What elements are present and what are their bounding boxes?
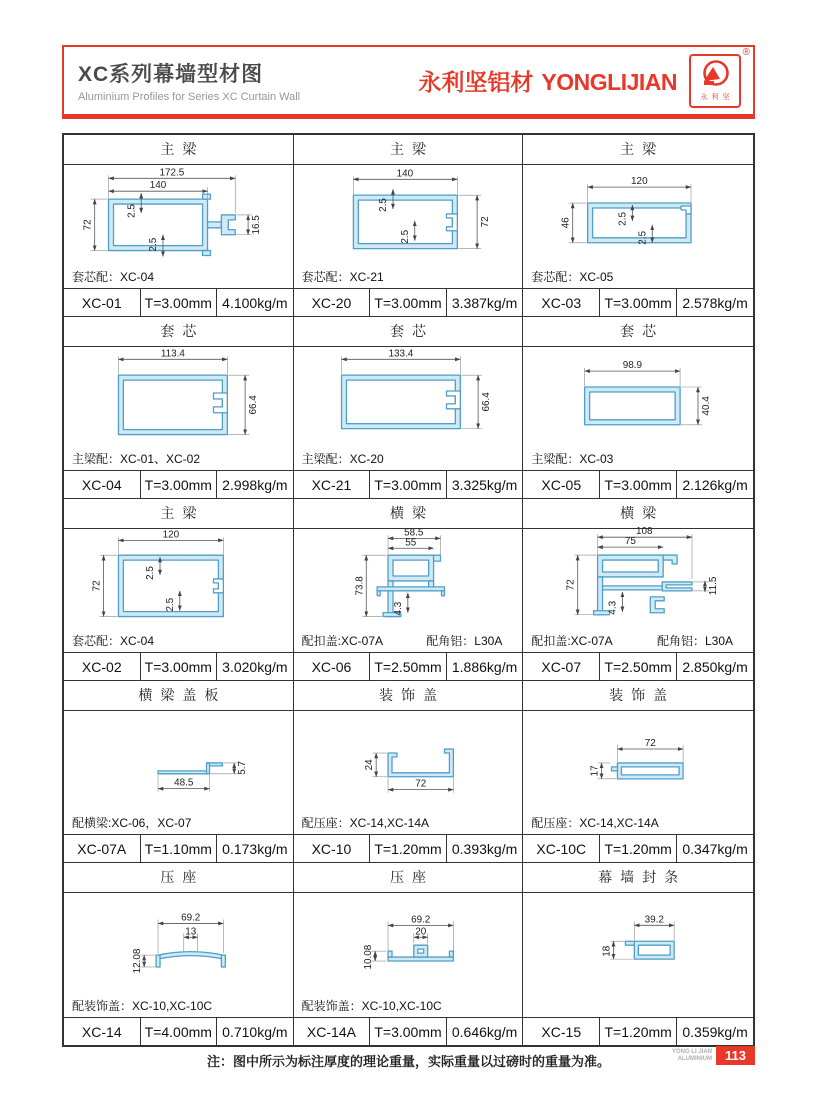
profile-category: 主梁 xyxy=(64,135,293,165)
profile-drawing xyxy=(523,347,753,447)
spec-row xyxy=(523,470,753,498)
model-code: XC-21 xyxy=(294,471,371,498)
drawing-area xyxy=(64,165,293,265)
profile-category: 装饰盖 xyxy=(294,681,523,711)
compat-note: 主梁配：XC-20 xyxy=(301,451,384,466)
dim-label: 2.5 xyxy=(148,237,160,252)
dim-label: 24 xyxy=(363,759,375,771)
model-code: XC-10C xyxy=(523,835,600,862)
dim-label: 48.5 xyxy=(174,777,194,789)
spec-row xyxy=(294,834,523,862)
profile-category: 幕墙封条 xyxy=(523,863,753,893)
dim-label: 17 xyxy=(589,765,601,777)
compat-note: 配装饰盖：XC-10,XC-10C xyxy=(72,998,213,1013)
dim-label: 20 xyxy=(414,926,426,938)
thickness-value: T=3.00mm xyxy=(370,1018,447,1045)
profile-category: 横梁 xyxy=(523,499,753,529)
weight-value: 0.710kg/m xyxy=(222,1023,288,1040)
brand-block xyxy=(418,46,750,108)
weight-value: 1.886kg/m xyxy=(451,658,518,675)
dim-label: 2.5 xyxy=(377,197,389,212)
dim-label: 46 xyxy=(561,217,573,229)
spec-row xyxy=(523,288,753,316)
dim-label: 16.5 xyxy=(251,214,263,235)
brand-name-cn: 永利坚铝材 xyxy=(418,69,534,95)
profile-category: 压座 xyxy=(294,863,523,893)
weight-value: 2.126kg/m xyxy=(682,476,748,493)
dim-label: 172.5 xyxy=(159,167,185,179)
badge-brand-line2: ALUMINIUM xyxy=(677,1055,713,1062)
compat-note: 主梁配：XC-03 xyxy=(531,451,614,466)
weight-value: 0.173kg/m xyxy=(222,840,288,857)
page-subtitle: Aluminium Profiles for Series XC Curtain Wall xyxy=(78,91,301,103)
dimension-lines xyxy=(158,761,248,792)
model-code: XC-14 xyxy=(64,1018,141,1045)
profile-drawing xyxy=(294,711,523,811)
weight-value: 0.393kg/m xyxy=(451,840,518,857)
dim-label: 75 xyxy=(625,535,637,547)
weight-value: 2.578kg/m xyxy=(682,294,748,311)
dim-label: 2.5 xyxy=(126,203,138,218)
compat-note-right: 配角铝：L30A xyxy=(656,633,733,648)
brand-name-en: YONGLIJIAN xyxy=(541,69,677,95)
compat-note-right: 配角铝：L30A xyxy=(426,633,503,648)
dimension-lines xyxy=(561,176,691,245)
model-code: XC-10 xyxy=(294,835,371,862)
dim-label: 4.3 xyxy=(392,601,404,616)
drawing-area xyxy=(64,711,293,811)
spec-row xyxy=(64,1017,293,1045)
weight-value: 4.100kg/m xyxy=(222,294,288,311)
dim-label: 73.8 xyxy=(353,575,365,596)
profile-category: 压座 xyxy=(64,863,293,893)
page-title: XC系列幕墙型材图 xyxy=(78,63,264,86)
drawing-area xyxy=(294,893,523,993)
spec-row xyxy=(64,652,293,680)
compat-note: 套芯配：XC-21 xyxy=(301,269,384,284)
weight-value: 0.646kg/m xyxy=(451,1023,518,1040)
dim-label: 66.4 xyxy=(248,394,260,415)
dim-label: 120 xyxy=(631,175,648,187)
cell-xc-02 xyxy=(64,499,294,681)
dim-label: 66.4 xyxy=(480,391,492,412)
brand-emblem-icon xyxy=(698,59,732,91)
compat-note: 配扣盖:XC-07A xyxy=(531,633,613,648)
dim-label: 108 xyxy=(636,525,653,537)
drawing-area xyxy=(64,893,293,993)
dim-label: 2.5 xyxy=(617,211,629,226)
registered-trademark-icon: ® xyxy=(742,46,750,58)
page-header xyxy=(62,45,755,119)
profile-category: 装饰盖 xyxy=(523,681,753,711)
thickness-value: T=2.50mm xyxy=(600,653,677,680)
cell-xc-01 xyxy=(64,135,294,317)
thickness-value: T=3.00mm xyxy=(370,289,447,316)
compat-note: 配横梁:XC-06，XC-07 xyxy=(72,815,192,830)
dim-label: 72 xyxy=(566,579,578,591)
compat-note: 套芯配：XC-05 xyxy=(531,269,614,284)
dimension-lines xyxy=(132,912,223,973)
dimension-lines xyxy=(590,738,684,779)
profile-drawing xyxy=(523,893,753,993)
spec-row xyxy=(294,288,523,316)
profile-category: 套芯 xyxy=(294,317,523,347)
profile-category: 套芯 xyxy=(64,317,293,347)
cell-xc-06 xyxy=(294,499,524,681)
dim-label: 98.9 xyxy=(623,359,643,371)
compat-note: 配扣盖:XC-07A xyxy=(301,633,384,648)
spec-row xyxy=(64,288,293,316)
dim-label: 58.5 xyxy=(403,527,424,539)
dim-label: 72 xyxy=(91,580,103,592)
profile-category: 横梁 xyxy=(294,499,523,529)
profile-drawing xyxy=(294,893,523,993)
dim-label: 2.5 xyxy=(145,565,157,580)
dim-label: 140 xyxy=(149,179,167,191)
spec-row xyxy=(523,652,753,680)
weight-value: 0.347kg/m xyxy=(682,840,748,857)
profile-drawing xyxy=(64,711,293,811)
model-code: XC-03 xyxy=(523,289,600,316)
compat-note: 配压座：XC-14,XC-14A xyxy=(531,815,659,830)
profile-drawing xyxy=(294,165,523,265)
brand-logo-caption: 永利坚 xyxy=(700,94,734,101)
dim-label: 72 xyxy=(479,216,491,228)
cell-xc-10c xyxy=(523,681,753,863)
thickness-value: T=3.00mm xyxy=(600,471,677,498)
dimension-lines xyxy=(118,348,259,434)
drawing-area xyxy=(294,711,523,811)
dimension-lines xyxy=(353,168,491,248)
model-code: XC-15 xyxy=(523,1018,600,1045)
dimension-lines xyxy=(341,348,491,428)
model-code: XC-14A xyxy=(294,1018,371,1045)
profile-drawing xyxy=(64,165,293,265)
spec-row xyxy=(64,834,293,862)
model-code: XC-02 xyxy=(64,653,141,680)
cell-xc-07a xyxy=(64,681,294,863)
brand-logo xyxy=(689,46,750,108)
profile-drawing xyxy=(294,529,523,629)
profile-category: 主梁 xyxy=(64,499,293,529)
dim-label: 12.08 xyxy=(132,948,144,974)
dim-label: 40.4 xyxy=(701,395,713,416)
brand-wordmark xyxy=(418,64,677,97)
spec-row xyxy=(294,1017,523,1045)
profile-category: 主梁 xyxy=(523,135,753,165)
dimension-lines xyxy=(566,526,719,615)
model-code: XC-07A xyxy=(64,835,141,862)
dim-label: 72 xyxy=(414,778,426,790)
spec-row xyxy=(64,470,293,498)
dimension-lines xyxy=(92,529,224,616)
dim-label: 18 xyxy=(601,945,613,957)
model-code: XC-07 xyxy=(523,653,600,680)
spec-row xyxy=(523,834,753,862)
model-code: XC-05 xyxy=(523,471,600,498)
spec-row xyxy=(294,652,523,680)
dimension-lines xyxy=(354,527,440,616)
drawing-area xyxy=(523,165,753,265)
cell-xc-04 xyxy=(64,317,294,499)
compat-note: 套芯配：XC-04 xyxy=(72,269,155,284)
profile-drawing xyxy=(523,711,753,811)
dim-label: 55 xyxy=(404,536,416,548)
thickness-value: T=3.00mm xyxy=(600,289,677,316)
badge-brand-text xyxy=(672,1049,712,1063)
thickness-value: T=3.00mm xyxy=(141,471,218,498)
thickness-value: T=1.20mm xyxy=(600,1018,677,1045)
dim-label: 69.2 xyxy=(181,912,201,924)
drawing-area xyxy=(523,525,753,629)
compat-note: 套芯配：XC-04 xyxy=(72,633,155,648)
thickness-value: T=3.00mm xyxy=(370,471,447,498)
drawing-area xyxy=(523,347,753,447)
compat-note: 配装饰盖：XC-10,XC-10C xyxy=(301,998,442,1013)
cell-xc-21 xyxy=(294,317,524,499)
weight-value: 0.359kg/m xyxy=(682,1023,748,1040)
dim-label: 10.08 xyxy=(362,944,374,970)
weight-value: 3.387kg/m xyxy=(451,294,518,311)
drawing-area xyxy=(64,347,293,447)
profile-drawing xyxy=(523,165,753,265)
dim-label: 113.4 xyxy=(160,348,185,360)
dim-label: 69.2 xyxy=(410,914,430,926)
drawing-area xyxy=(294,529,523,629)
dim-label: 13 xyxy=(185,926,197,938)
drawing-area xyxy=(523,711,753,811)
badge-brand-line1: YONG LI JIAN xyxy=(672,1048,713,1055)
thickness-value: T=4.00mm xyxy=(141,1018,218,1045)
drawing-area xyxy=(294,347,523,447)
cell-xc-14a xyxy=(294,863,524,1045)
model-code: XC-20 xyxy=(294,289,371,316)
dim-label: 4.3 xyxy=(607,600,619,615)
dim-label: 72 xyxy=(82,219,94,231)
weight-value: 2.850kg/m xyxy=(682,658,748,675)
dim-label: 2.5 xyxy=(164,597,176,612)
drawing-area xyxy=(64,529,293,629)
thickness-value: T=1.10mm xyxy=(141,835,218,862)
dim-label: 2.5 xyxy=(399,229,411,244)
dim-label: 5.7 xyxy=(237,760,249,775)
spec-row xyxy=(294,470,523,498)
dim-label: 2.5 xyxy=(637,230,649,245)
thickness-value: T=1.20mm xyxy=(370,835,447,862)
profile-drawing xyxy=(64,893,293,993)
model-code: XC-01 xyxy=(64,289,141,316)
spec-row xyxy=(523,1017,753,1045)
thickness-value: T=3.00mm xyxy=(141,653,218,680)
dim-label: 11.5 xyxy=(708,576,720,595)
dim-label: 133.4 xyxy=(388,348,413,360)
dim-label: 140 xyxy=(396,168,413,180)
profile-drawing xyxy=(294,347,523,447)
page-number: 113 xyxy=(716,1046,755,1065)
page-badge xyxy=(672,1046,755,1065)
dim-label: 120 xyxy=(162,529,180,541)
page-footer-note: 注：图中所示为标注厚度的理论重量，实际重量以过磅时的重量为准。 xyxy=(206,1054,610,1069)
dim-label: 72 xyxy=(645,737,657,749)
weight-value: 3.020kg/m xyxy=(222,658,288,675)
thickness-value: T=3.00mm xyxy=(141,289,218,316)
thickness-value: T=1.20mm xyxy=(600,835,677,862)
profile-category: 横梁盖板 xyxy=(64,681,293,711)
profile-category: 主梁 xyxy=(294,135,523,165)
cell-xc-14 xyxy=(64,863,294,1045)
model-code: XC-04 xyxy=(64,471,141,498)
cell-xc-15 xyxy=(523,863,753,1045)
cell-xc-05 xyxy=(523,317,753,499)
drawing-area xyxy=(523,893,753,993)
compat-note: 配压座：XC-14,XC-14A xyxy=(301,815,430,830)
compat-note: 主梁配：XC-01、XC-02 xyxy=(72,451,201,466)
cell-xc-20 xyxy=(294,135,524,317)
dim-label: 39.2 xyxy=(644,914,665,926)
weight-value: 2.998kg/m xyxy=(222,476,288,493)
cell-xc-10 xyxy=(294,681,524,863)
profile-drawing xyxy=(64,347,293,447)
thickness-value: T=2.50mm xyxy=(370,653,447,680)
model-code: XC-06 xyxy=(294,653,371,680)
weight-value: 3.325kg/m xyxy=(451,476,518,493)
profile-category: 套芯 xyxy=(523,317,753,347)
cell-xc-03 xyxy=(523,135,753,317)
profile-drawing xyxy=(523,525,753,629)
drawing-area xyxy=(294,165,523,265)
header-title-block xyxy=(78,58,300,103)
cell-xc-07 xyxy=(523,499,753,681)
profile-table xyxy=(62,133,755,1047)
profile-drawing xyxy=(64,529,293,629)
